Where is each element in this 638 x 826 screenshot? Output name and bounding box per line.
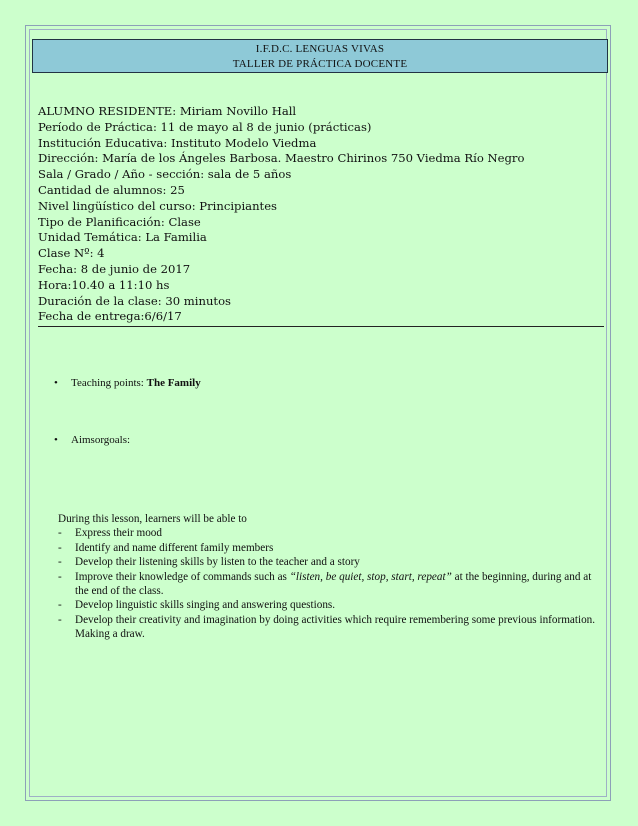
info-line: Duración de la clase: 30 minutos bbox=[38, 293, 232, 308]
info-line: Unidad Temática: La Familia bbox=[38, 230, 207, 245]
info-line: Institución Educativa: Instituto Modelo Viedma bbox=[38, 135, 317, 150]
goal-commands-pre: Improve their knowledge of commands such as bbox=[75, 570, 290, 583]
goal-commands-italic: “listen, be quiet, stop, start, repeat” bbox=[289, 570, 452, 583]
info-line: ALUMNO RESIDENTE: Miriam Novillo Hall bbox=[38, 104, 297, 118]
teaching-points-value: The Family bbox=[146, 377, 201, 389]
goals-intro: During this lesson, learners will be able to bbox=[58, 513, 247, 525]
info-line: Fecha: 8 de junio de 2017 bbox=[38, 261, 191, 276]
info-line: Sala / Grado / Año - sección: sala de 5 años bbox=[38, 167, 292, 182]
info-line: Dirección: María de los Ángeles Barbosa. Maestro Chirinos 750 Viedma Río Negro bbox=[38, 151, 525, 166]
goal-item: - Identify and name different family members bbox=[58, 541, 274, 554]
info-line: Hora:10.40 a 11:10 hs bbox=[38, 277, 170, 292]
info-line: Cantidad de alumnos: 25 bbox=[38, 182, 185, 197]
goal-text: Develop their listening skills by listen to the teacher and a story bbox=[75, 556, 360, 569]
goal-text: Develop linguistic skills singing and answering questions. bbox=[75, 599, 336, 612]
teaching-points-item bbox=[54, 377, 201, 389]
header-box bbox=[32, 39, 608, 73]
info-line: Tipo de Planificación: Clase bbox=[38, 214, 201, 229]
bullet-icon: • bbox=[54, 434, 58, 446]
goal-item: - Improve their knowledge of commands such as “listen, be quiet, stop, start, repeat” at the beginning, during and at the end of the class. bbox=[58, 570, 592, 598]
info-line: Período de Práctica: 11 de mayo al 8 de junio (prácticas) bbox=[38, 119, 372, 134]
aims-item bbox=[54, 434, 130, 446]
bullet-icon: • bbox=[54, 377, 58, 389]
info-line: Clase Nº: 4 bbox=[38, 246, 105, 261]
goal-item: - Express their mood bbox=[58, 527, 162, 540]
lesson-info bbox=[38, 104, 604, 327]
info-line: Fecha de entrega:6/6/17 bbox=[38, 309, 182, 324]
teaching-points-label: Teaching points: bbox=[71, 377, 147, 389]
goal-text: Identify and name different family members bbox=[75, 541, 274, 554]
goal-text: Express their mood bbox=[75, 527, 162, 540]
goal-item: - Develop linguistic skills singing and answering questions. bbox=[58, 599, 336, 612]
goal-commands-post: at the beginning, during and at the end of the class. bbox=[75, 570, 592, 598]
aims-label: Aimsorgoals: bbox=[71, 434, 131, 446]
goal-item: - Develop their creativity and imagination by doing activities which require remembering some previous information. Making a draw. bbox=[58, 613, 596, 641]
goal-item: - Develop their listening skills by listen to the teacher and a story bbox=[58, 556, 360, 569]
workshop-name: TALLER DE PRÁCTICA DOCENTE bbox=[232, 58, 408, 70]
info-line: Nivel lingüístico del curso: Principiantes bbox=[38, 198, 278, 213]
goal-text: Develop their creativity and imagination by doing activities which require remembering some previous information. Making a draw. bbox=[75, 613, 596, 641]
goals-list bbox=[58, 512, 598, 642]
institute-name: I.F.D.C. LENGUAS VIVAS bbox=[255, 43, 385, 55]
